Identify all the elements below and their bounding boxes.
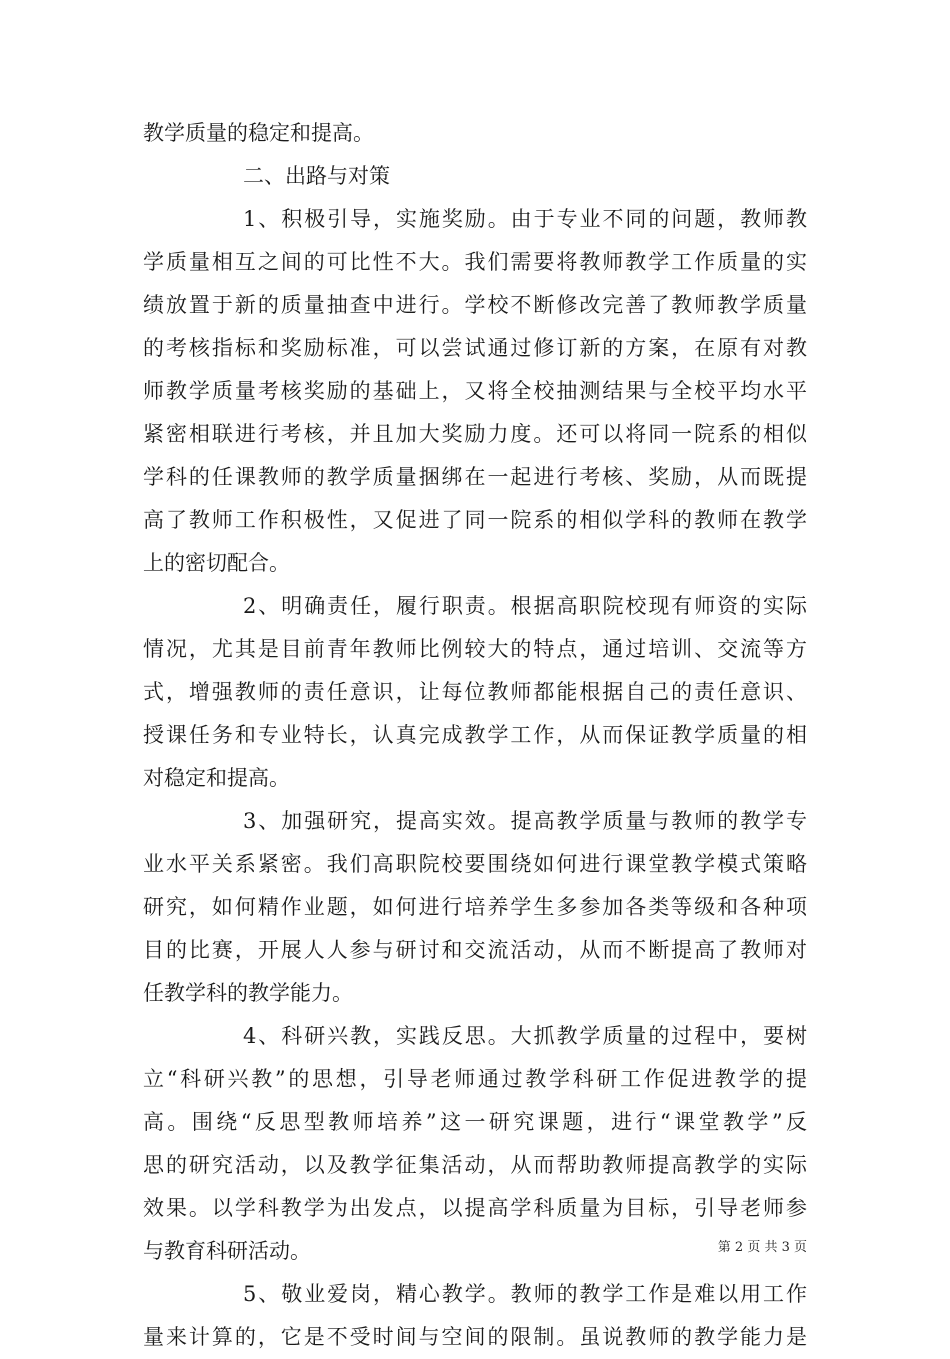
paragraph: [143, 198, 807, 585]
text-line: 高了教师工作积极性，又促进了同一院系的相似学科的教师在教学: [143, 508, 807, 532]
text-line: 二、出路与对策: [243, 164, 390, 188]
text-line: 上的密切配合。: [143, 551, 290, 575]
page-number: 第 2 页 共 3 页: [717, 1240, 807, 1255]
text-line: 2、明确责任，履行职责。根据高职院校现有师资的实际: [243, 594, 807, 618]
paragraph: [143, 800, 807, 1015]
document-body: [143, 112, 807, 1359]
text-line: 4、科研兴教，实践反思。大抓教学质量的过程中，要树: [243, 1024, 807, 1048]
text-line: 效果。以学科教学为出发点，以提高学科质量为目标，引导老师参: [143, 1196, 807, 1220]
text-line: 业水平关系紧密。我们高职院校要围绕如何进行课堂教学模式策略: [143, 852, 807, 876]
text-line: 与教育科研活动。: [143, 1239, 311, 1263]
text-line: 学科的任课教师的教学质量捆绑在一起进行考核、奖励，从而既提: [143, 465, 807, 489]
text-line: 研究，如何精作业题，如何进行培养学生多参加各类等级和各种项: [143, 895, 807, 919]
text-line: 对稳定和提高。: [143, 766, 290, 790]
text-line: 3、加强研究，提高实效。提高教学质量与教师的教学专: [243, 809, 807, 833]
text-line: 绩放置于新的质量抽查中进行。学校不断修改完善了教师教学质量: [143, 293, 807, 317]
text-line: 任教学科的教学能力。: [143, 981, 353, 1005]
text-line: 情况，尤其是目前青年教师比例较大的特点，通过培训、交流等方: [143, 637, 807, 661]
text-line: 学质量相互之间的可比性不大。我们需要将教师教学工作质量的实: [143, 250, 807, 274]
text-line: 师教学质量考核奖励的基础上，又将全校抽测结果与全校平均水平: [143, 379, 807, 403]
section-heading: [143, 155, 807, 198]
text-line: 紧密相联进行考核，并且加大奖励力度。还可以将同一院系的相似: [143, 422, 807, 446]
paragraph: [143, 1015, 807, 1273]
paragraph: [143, 1273, 807, 1359]
paragraph: [143, 112, 807, 155]
text-line: 5、敬业爱岗，精心教学。教师的教学工作是难以用工作: [243, 1282, 807, 1306]
text-line: 思的研究活动，以及教学征集活动，从而帮助教师提高教学的实际: [143, 1153, 807, 1177]
text-line: 1、积极引导，实施奖励。由于专业不同的问题，教师教: [243, 207, 807, 231]
text-line: 的考核指标和奖励标准，可以尝试通过修订新的方案，在原有对教: [143, 336, 807, 360]
text-line: 教学质量的稳定和提高。: [143, 121, 374, 145]
text-line: 量来计算的，它是不受时间与空间的限制。虽说教师的教学能力是: [143, 1325, 807, 1349]
text-line: 立“科研兴教”的思想，引导老师通过教学科研工作促进教学的提: [143, 1067, 807, 1091]
text-line: 式，增强教师的责任意识，让每位教师都能根据自己的责任意识、: [143, 680, 807, 704]
text-line: 目的比赛，开展人人参与研讨和交流活动，从而不断提高了教师对: [143, 938, 807, 962]
paragraph: [143, 585, 807, 800]
text-line: 授课任务和专业特长，认真完成教学工作，从而保证教学质量的相: [143, 723, 807, 747]
text-line: 高。围绕“反思型教师培养”这一研究课题，进行“课堂教学”反: [143, 1110, 807, 1134]
